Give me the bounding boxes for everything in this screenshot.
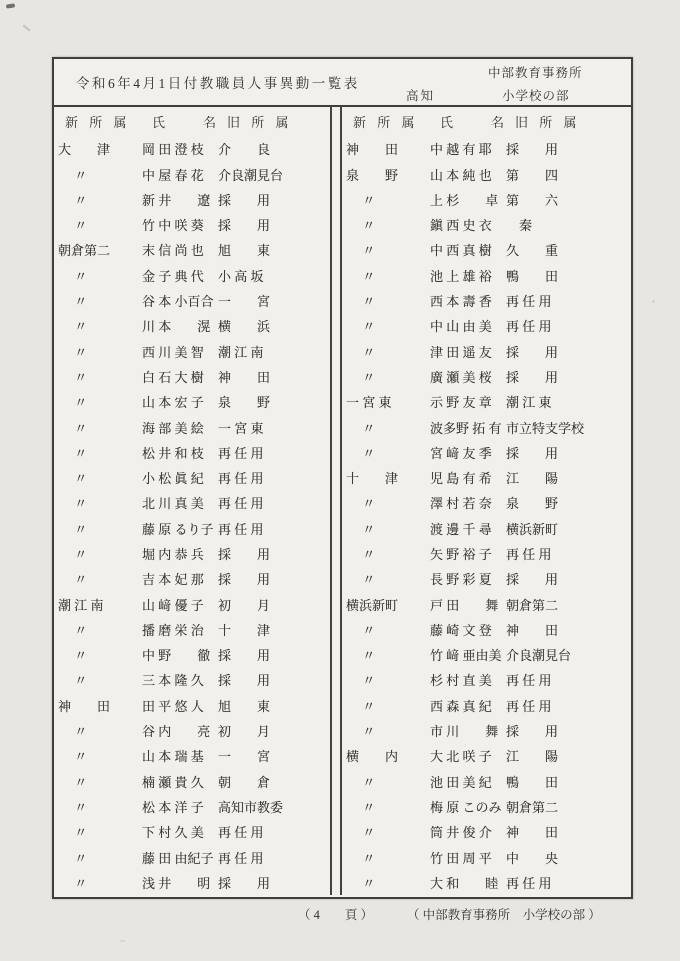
table-row — [54, 161, 330, 186]
table-row — [54, 338, 330, 363]
old-affiliation: 高知市教委 — [218, 799, 284, 815]
table-row — [54, 743, 330, 768]
right-column-headers — [342, 107, 631, 136]
table-row — [342, 136, 631, 161]
column-divider — [330, 107, 342, 895]
table-row — [342, 819, 631, 844]
old-affiliation: 採 用 — [506, 369, 559, 385]
person-name: 竹 中 咲 葵 — [142, 218, 204, 234]
old-affiliation: 介良潮見台 — [218, 167, 284, 183]
old-affiliation: 再 任 用 — [506, 875, 552, 891]
table-row — [54, 591, 330, 616]
old-affiliation: 中 央 — [506, 850, 559, 866]
person-name: 谷 内 亮 — [142, 724, 211, 740]
document-frame — [52, 57, 633, 899]
old-affiliation: 再 任 用 — [218, 496, 264, 512]
new-affiliation: 〃 — [58, 825, 88, 841]
table-row — [54, 263, 330, 288]
transfer-table — [54, 107, 631, 895]
old-affiliation: 再 任 用 — [218, 445, 264, 461]
new-affiliation: 〃 — [346, 648, 376, 664]
new-affiliation: 朝倉第二 — [58, 243, 111, 259]
table-row — [342, 440, 631, 465]
new-affiliation: 〃 — [58, 875, 88, 891]
person-name: 市 川 舞 — [430, 724, 499, 740]
old-affiliation: 採 用 — [218, 192, 271, 208]
new-affiliation: 〃 — [346, 445, 376, 461]
old-affiliation: 採 用 — [218, 673, 271, 689]
person-name: 白 石 大 樹 — [142, 369, 204, 385]
table-row — [54, 389, 330, 414]
column-header-old-affiliation: 旧 所 属 — [227, 115, 293, 131]
old-affiliation: 旭 東 — [218, 698, 271, 714]
new-affiliation: 〃 — [58, 496, 88, 512]
new-affiliation: 泉 野 — [346, 167, 399, 183]
table-row — [54, 844, 330, 869]
new-affiliation: 〃 — [58, 521, 88, 537]
new-affiliation: 〃 — [58, 294, 88, 310]
new-affiliation: 〃 — [346, 850, 376, 866]
old-affiliation: 泉 野 — [506, 496, 559, 512]
new-affiliation: 〃 — [58, 724, 88, 740]
new-affiliation: 潮 江 南 — [58, 597, 104, 613]
table-row — [342, 465, 631, 490]
old-affiliation: 旭 東 — [218, 243, 271, 259]
person-name: 池 上 雄 裕 — [430, 268, 492, 284]
table-row — [54, 642, 330, 667]
table-row — [342, 212, 631, 237]
page-title: 令和6年4月1日付教職員人事異動一覧表 — [76, 76, 360, 91]
person-name: 長 野 彩 夏 — [430, 572, 492, 588]
old-affiliation: 採 用 — [218, 572, 271, 588]
person-name: 山 﨑 優 子 — [142, 597, 204, 613]
person-name: 北 川 真 美 — [142, 496, 204, 512]
table-row — [54, 313, 330, 338]
table-row — [342, 769, 631, 794]
old-affiliation: 再 任 用 — [506, 319, 552, 335]
table-row — [54, 794, 330, 819]
old-affiliation: 再 任 用 — [506, 673, 552, 689]
table-row — [342, 516, 631, 541]
old-affiliation: 再 任 用 — [218, 471, 264, 487]
person-name: 波多野 拓 有 — [430, 420, 502, 436]
person-name: 西 本 壽 香 — [430, 294, 492, 310]
table-row — [342, 237, 631, 262]
person-name: 澤 村 若 奈 — [430, 496, 492, 512]
new-affiliation: 〃 — [58, 218, 88, 234]
left-column-headers — [54, 107, 330, 136]
table-row — [342, 263, 631, 288]
table-row — [342, 844, 631, 869]
table-row — [342, 591, 631, 616]
table-row — [54, 718, 330, 743]
table-row — [54, 516, 330, 541]
old-affiliation: 初 月 — [218, 597, 271, 613]
new-affiliation: 〃 — [58, 622, 88, 638]
old-affiliation: 第 四 — [506, 167, 559, 183]
right-column — [342, 107, 631, 895]
old-affiliation: 神 田 — [506, 622, 559, 638]
old-affiliation: 一 宮 東 — [218, 420, 264, 436]
old-affiliation: 神 田 — [506, 825, 559, 841]
new-affiliation: 〃 — [346, 369, 376, 385]
person-name: 中 屋 春 花 — [142, 167, 204, 183]
person-name: 竹 﨑 亜由美 — [430, 648, 502, 664]
person-name: 中 越 有 耶 — [430, 142, 492, 158]
old-affiliation: 採 用 — [506, 344, 559, 360]
new-affiliation: 〃 — [58, 799, 88, 815]
new-affiliation: 〃 — [58, 546, 88, 562]
old-affiliation: 朝 倉 — [218, 774, 271, 790]
person-name: 田 平 悠 人 — [142, 698, 204, 714]
table-row — [342, 389, 631, 414]
person-name: 山 本 宏 子 — [142, 395, 204, 411]
title-block — [54, 59, 631, 107]
old-affiliation: 再 任 用 — [218, 850, 264, 866]
new-affiliation: 〃 — [58, 850, 88, 866]
new-affiliation: 〃 — [58, 749, 88, 765]
new-affiliation: 十 津 — [346, 471, 399, 487]
new-affiliation: 〃 — [346, 344, 376, 360]
table-row — [342, 870, 631, 895]
page-footer — [298, 905, 601, 923]
column-header-old-affiliation: 旧 所 属 — [515, 115, 581, 131]
person-name: 示 野 友 章 — [430, 395, 492, 411]
person-name: 谷 本 小百合 — [142, 294, 214, 310]
person-name: 吉 本 妃 那 — [142, 572, 204, 588]
new-affiliation: 大 津 — [58, 142, 111, 158]
table-row — [342, 566, 631, 591]
old-affiliation: 採 用 — [506, 445, 559, 461]
new-affiliation: 〃 — [346, 825, 376, 841]
table-row — [54, 212, 330, 237]
old-affiliation: 小 高 坂 — [218, 268, 264, 284]
person-name: 金 子 典 代 — [142, 268, 204, 284]
table-row — [54, 237, 330, 262]
person-name: 筒 井 俊 介 — [430, 825, 492, 841]
person-name: 上 杉 卓 — [430, 192, 499, 208]
table-row — [54, 667, 330, 692]
table-row — [342, 187, 631, 212]
old-affiliation: 再 任 用 — [218, 521, 264, 537]
table-row — [54, 136, 330, 161]
new-affiliation: 〃 — [58, 268, 88, 284]
new-affiliation: 〃 — [58, 167, 88, 183]
person-name: 海 部 美 絵 — [142, 420, 204, 436]
table-row — [54, 187, 330, 212]
column-header-name: 氏 名 — [440, 115, 509, 131]
person-name: 渡 邊 千 尋 — [430, 521, 492, 537]
old-affiliation: 朝倉第二 — [506, 597, 559, 613]
old-affiliation: 神 田 — [218, 369, 271, 385]
table-row — [54, 769, 330, 794]
new-affiliation: 〃 — [346, 774, 376, 790]
column-header-new-affiliation: 新 所 属 — [353, 115, 419, 131]
new-affiliation: 〃 — [58, 648, 88, 664]
new-affiliation: 〃 — [58, 344, 88, 360]
table-row — [54, 617, 330, 642]
table-row — [54, 490, 330, 515]
old-affiliation: 泉 野 — [218, 395, 271, 411]
table-row — [342, 642, 631, 667]
old-affiliation: 再 任 用 — [506, 698, 552, 714]
person-name: 西 川 美 智 — [142, 344, 204, 360]
old-affiliation: 再 任 用 — [218, 825, 264, 841]
person-name: 末 信 尚 也 — [142, 243, 204, 259]
new-affiliation: 横浜新町 — [346, 597, 399, 613]
table-row — [342, 718, 631, 743]
table-row — [54, 819, 330, 844]
person-name: 藤 崎 文 登 — [430, 622, 492, 638]
person-name: 浅 井 明 — [142, 875, 211, 891]
old-affiliation: 介良潮見台 — [506, 648, 572, 664]
table-row — [342, 313, 631, 338]
new-affiliation: 〃 — [346, 294, 376, 310]
table-row — [342, 414, 631, 439]
old-affiliation: 十 津 — [218, 622, 271, 638]
new-affiliation: 〃 — [346, 622, 376, 638]
person-name: 堀 内 恭 兵 — [142, 546, 204, 562]
person-name: 松 本 洋 子 — [142, 799, 204, 815]
old-affiliation: 一 宮 — [218, 749, 271, 765]
table-row — [54, 465, 330, 490]
old-affiliation: 秦 — [506, 218, 533, 234]
old-affiliation: 横浜新町 — [506, 521, 559, 537]
person-name: 大 北 咲 子 — [430, 749, 492, 765]
old-affiliation: 朝倉第二 — [506, 799, 559, 815]
table-row — [342, 794, 631, 819]
person-name: 杉 村 直 美 — [430, 673, 492, 689]
person-name: 松 井 和 枝 — [142, 445, 204, 461]
left-column — [54, 107, 330, 895]
new-affiliation: 〃 — [58, 774, 88, 790]
old-affiliation: 初 月 — [218, 724, 271, 740]
person-name: 池 田 美 紀 — [430, 774, 492, 790]
new-affiliation: 〃 — [346, 243, 376, 259]
table-row — [342, 743, 631, 768]
old-affiliation: 採 用 — [506, 572, 559, 588]
new-affiliation: 〃 — [58, 192, 88, 208]
new-affiliation: 〃 — [346, 521, 376, 537]
new-affiliation: 〃 — [346, 875, 376, 891]
person-name: 中 西 真 樹 — [430, 243, 492, 259]
person-name: 播 磨 栄 治 — [142, 622, 204, 638]
table-row — [342, 541, 631, 566]
person-name: 津 田 遥 友 — [430, 344, 492, 360]
person-name: 戸 田 舞 — [430, 597, 499, 613]
new-affiliation: 〃 — [346, 496, 376, 512]
person-name: 鎭 西 史 衣 — [430, 218, 492, 234]
table-row — [342, 490, 631, 515]
person-name: 三 本 隆 久 — [142, 673, 204, 689]
old-affiliation: 再 任 用 — [506, 546, 552, 562]
old-affiliation: 久 重 — [506, 243, 559, 259]
old-affiliation: 一 宮 — [218, 294, 271, 310]
table-row — [342, 693, 631, 718]
table-row — [342, 667, 631, 692]
table-row — [54, 693, 330, 718]
new-affiliation: 〃 — [58, 369, 88, 385]
scan-speck — [120, 940, 125, 942]
table-row — [54, 364, 330, 389]
right-rows — [342, 136, 631, 895]
new-affiliation: 〃 — [346, 698, 376, 714]
person-name: 藤 原 るり子 — [142, 521, 214, 537]
person-name: 中 山 由 美 — [430, 319, 492, 335]
person-name: 藤 田 由紀子 — [142, 850, 214, 866]
new-affiliation: 〃 — [346, 319, 376, 335]
left-rows — [54, 136, 330, 895]
column-header-name: 氏 名 — [152, 115, 221, 131]
scan-speck — [652, 300, 655, 303]
old-affiliation: 採 用 — [218, 875, 271, 891]
old-affiliation: 採 用 — [506, 142, 559, 158]
person-name: 岡 田 澄 枝 — [142, 142, 204, 158]
person-name: 竹 田 周 平 — [430, 850, 492, 866]
old-affiliation: 市立特支学校 — [506, 420, 585, 436]
person-name: 大 和 睦 — [430, 875, 499, 891]
old-affiliation: 潮 江 東 — [506, 395, 552, 411]
new-affiliation: 〃 — [58, 395, 88, 411]
table-row — [342, 364, 631, 389]
old-affiliation: 採 用 — [218, 218, 271, 234]
new-affiliation: 〃 — [346, 799, 376, 815]
new-affiliation: 一 宮 東 — [346, 395, 392, 411]
new-affiliation: 〃 — [58, 572, 88, 588]
new-affiliation: 〃 — [58, 420, 88, 436]
section-label: 小学校の部 — [502, 89, 570, 103]
new-affiliation: 〃 — [58, 471, 88, 487]
table-row — [54, 440, 330, 465]
column-header-new-affiliation: 新 所 属 — [65, 115, 131, 131]
new-affiliation: 〃 — [58, 319, 88, 335]
table-row — [54, 414, 330, 439]
office-name: 中部教育事務所 — [488, 66, 583, 80]
new-affiliation: 〃 — [346, 724, 376, 740]
new-affiliation: 〃 — [58, 445, 88, 461]
person-name: 矢 野 裕 子 — [430, 546, 492, 562]
new-affiliation: 〃 — [346, 546, 376, 562]
person-name: 梅 原 このみ — [430, 799, 502, 815]
old-affiliation: 採 用 — [218, 546, 271, 562]
new-affiliation: 神 田 — [58, 698, 111, 714]
person-name: 宮 﨑 友 季 — [430, 445, 492, 461]
footer-office-label: （ 中部教育事務所 小学校の部 ） — [407, 908, 601, 922]
new-affiliation: 〃 — [346, 420, 376, 436]
scan-speck — [6, 3, 15, 8]
old-affiliation: 再 任 用 — [506, 294, 552, 310]
table-row — [54, 870, 330, 895]
old-affiliation: 潮 江 南 — [218, 344, 264, 360]
person-name: 廣 瀬 美 桜 — [430, 369, 492, 385]
region-label: 高知 — [406, 89, 436, 103]
new-affiliation: 〃 — [346, 673, 376, 689]
old-affiliation: 介 良 — [218, 142, 271, 158]
person-name: 山 本 瑞 基 — [142, 749, 204, 765]
table-row — [342, 161, 631, 186]
person-name: 西 森 真 紀 — [430, 698, 492, 714]
person-name: 新 井 遼 — [142, 192, 211, 208]
person-name: 小 松 眞 紀 — [142, 471, 204, 487]
person-name: 川 本 滉 — [142, 319, 211, 335]
person-name: 楠 瀬 貴 久 — [142, 774, 204, 790]
old-affiliation: 横 浜 — [218, 319, 271, 335]
new-affiliation: 〃 — [346, 268, 376, 284]
new-affiliation: 〃 — [346, 192, 376, 208]
new-affiliation: 横 内 — [346, 749, 399, 765]
person-name: 児 島 有 希 — [430, 471, 492, 487]
old-affiliation: 第 六 — [506, 192, 559, 208]
old-affiliation: 江 陽 — [506, 749, 559, 765]
new-affiliation: 〃 — [58, 673, 88, 689]
old-affiliation: 鴨 田 — [506, 774, 559, 790]
footer-page-number: （ 4 頁 ） — [298, 908, 374, 922]
table-row — [54, 541, 330, 566]
table-row — [342, 617, 631, 642]
person-name: 下 村 久 美 — [142, 825, 204, 841]
old-affiliation: 江 陽 — [506, 471, 559, 487]
old-affiliation: 採 用 — [218, 648, 271, 664]
table-row — [342, 288, 631, 313]
table-row — [54, 566, 330, 591]
person-name: 山 本 純 也 — [430, 167, 492, 183]
new-affiliation: 神 田 — [346, 142, 399, 158]
table-row — [54, 288, 330, 313]
new-affiliation: 〃 — [346, 572, 376, 588]
scan-speck — [22, 24, 30, 31]
person-name: 中 野 徹 — [142, 648, 211, 664]
old-affiliation: 鴨 田 — [506, 268, 559, 284]
new-affiliation: 〃 — [346, 218, 376, 234]
old-affiliation: 採 用 — [506, 724, 559, 740]
table-row — [342, 338, 631, 363]
